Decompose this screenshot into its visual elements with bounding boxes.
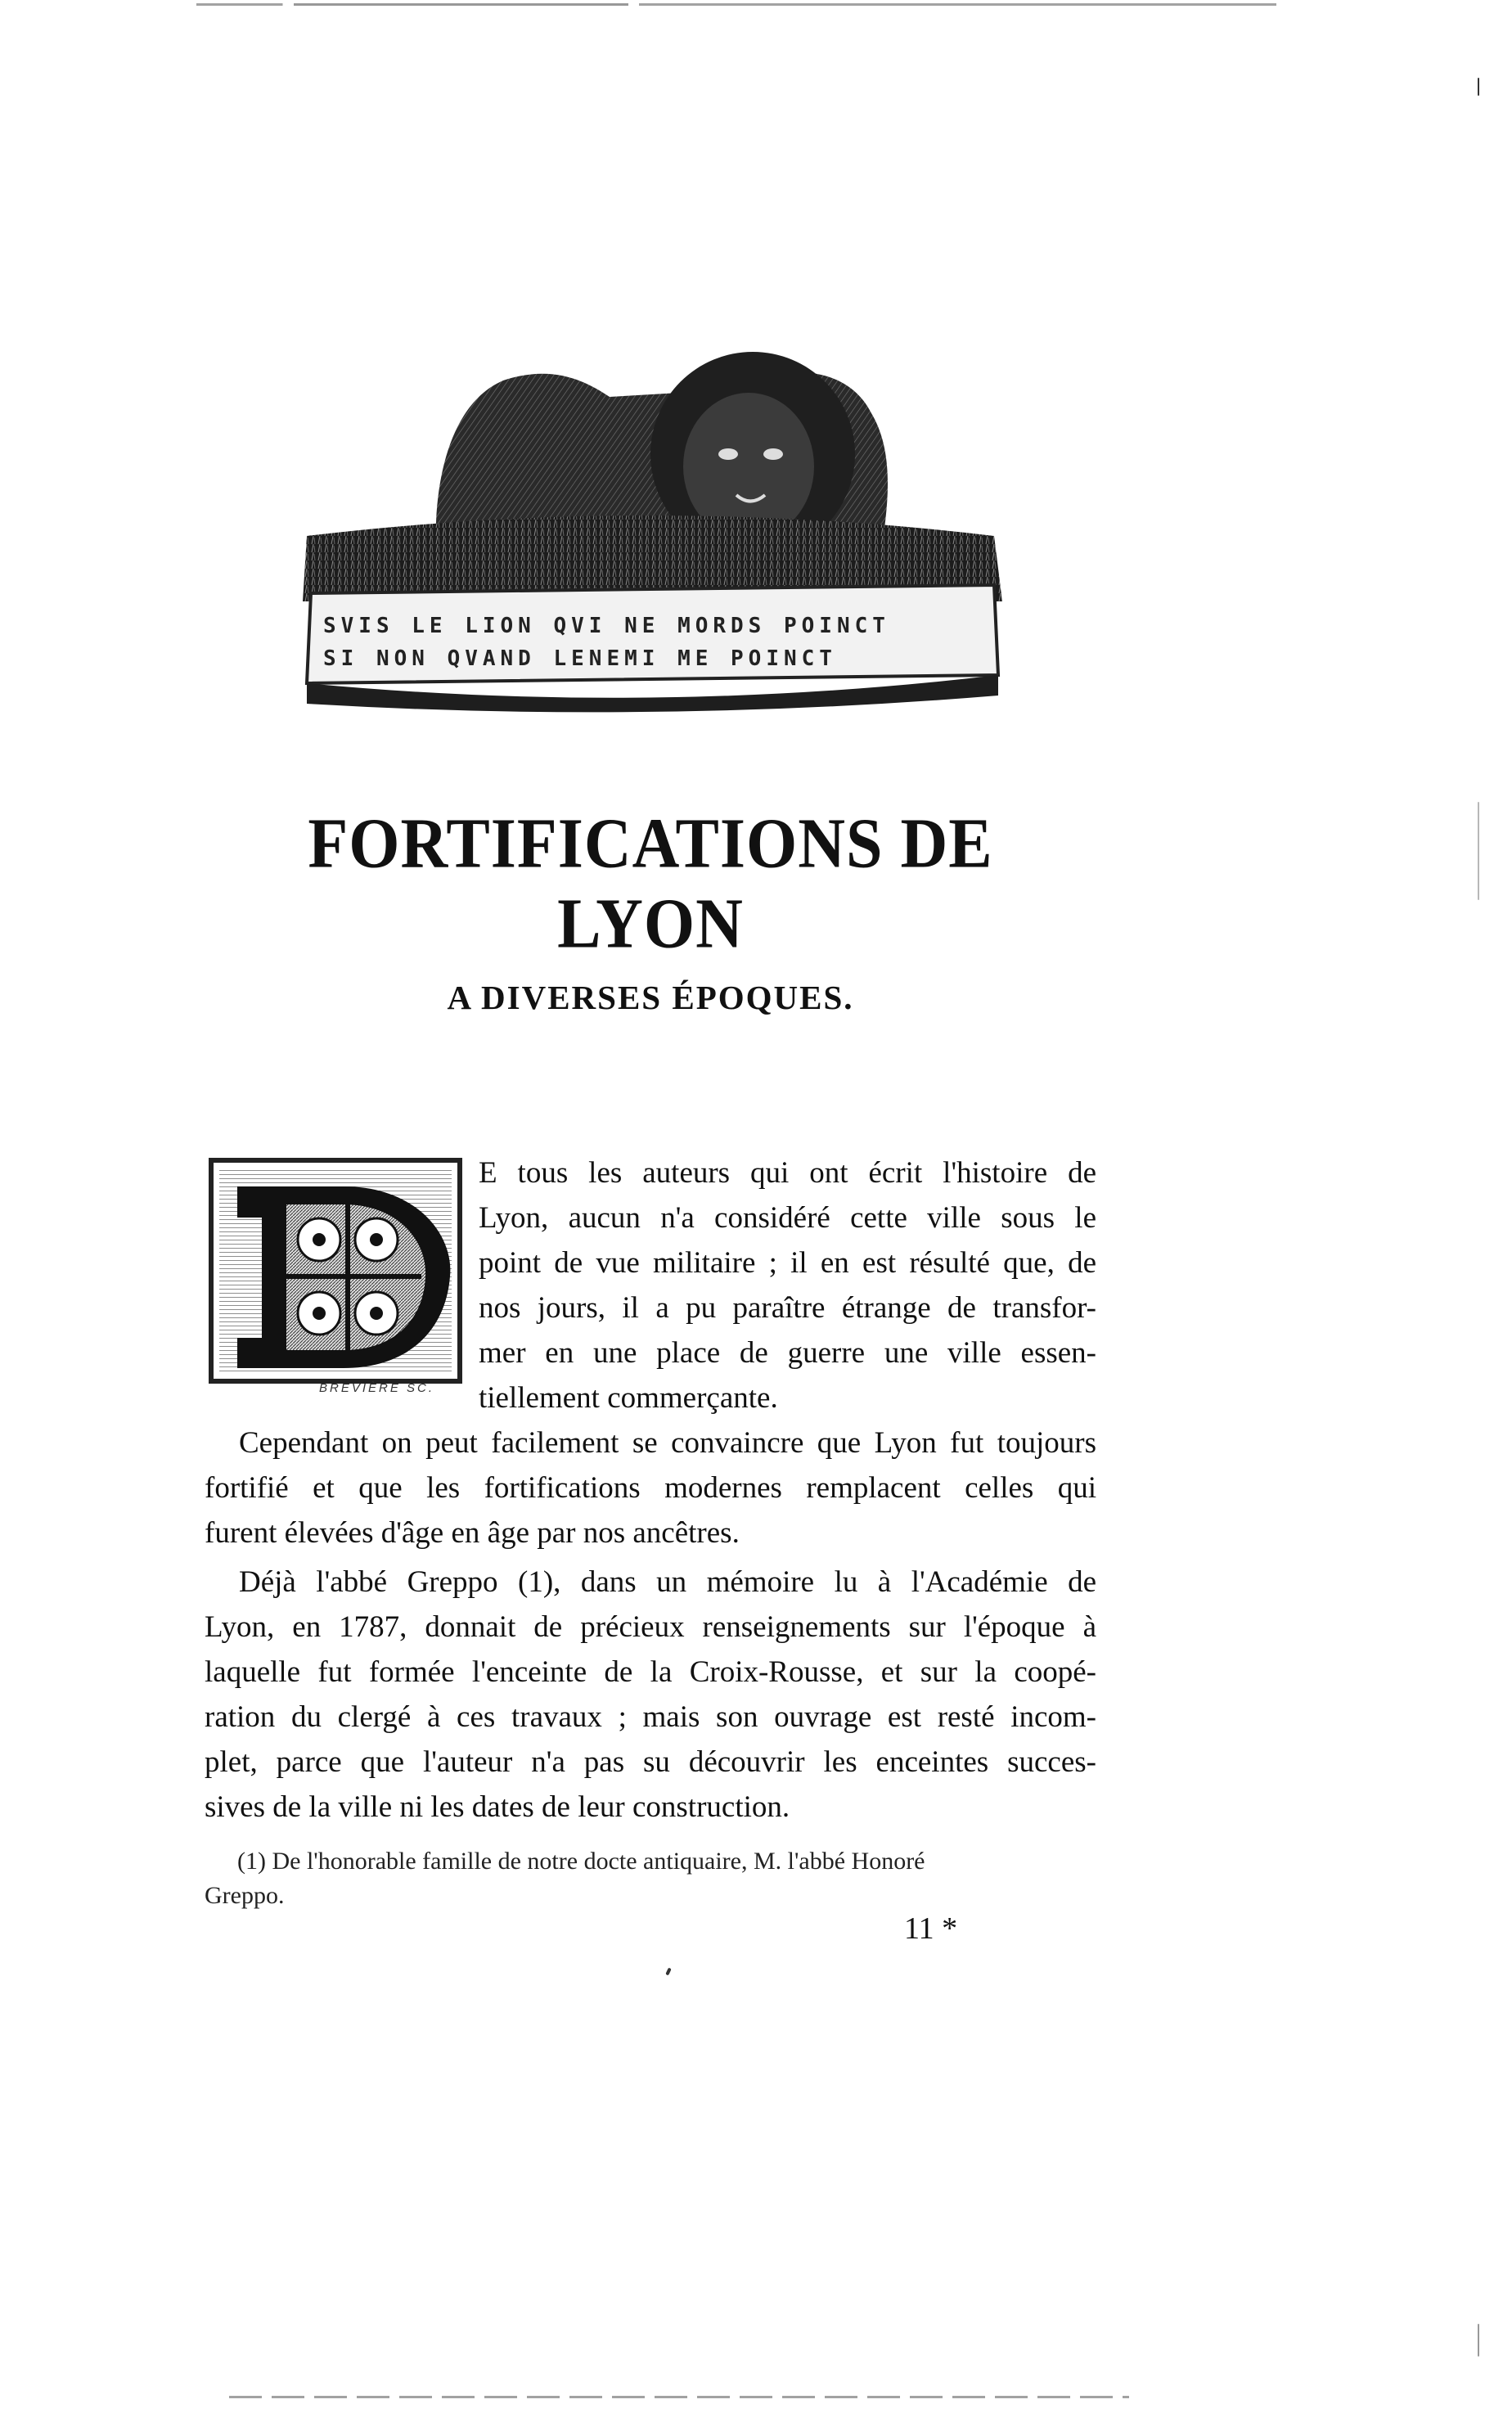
text-line: Lyon, en 1787, donnait de précieux renseignements sur l'époque à [205, 1610, 1096, 1644]
text-line: Cependant on peut facilement se convaincre que Lyon fut toujours [239, 1426, 1096, 1460]
text-line: fortifié et que les fortifications modernes remplacent celles qui [205, 1471, 1096, 1505]
text-line: furent élevées d'âge en âge par nos ancêtres. [205, 1516, 740, 1550]
vignette-motto-line-1: SVIS LE LION QVI NE MORDS POINCT [323, 614, 890, 638]
engraver-credit: BREVIÈRE SC. [319, 1381, 435, 1395]
signature-mark: 11 * [904, 1911, 958, 1946]
lion-vignette-illustration [290, 331, 1010, 716]
vignette-motto-line-2: SI NON QVAND LENEMI ME POINCT [323, 646, 837, 671]
text-line: E tous les auteurs qui ont écrit l'histoire de [479, 1156, 1096, 1190]
footnote: (1) De l'honorable famille de notre docte antiquaire, M. l'abbé Honoré [237, 1848, 925, 1875]
text-line: tiellement commerçante. [479, 1381, 778, 1415]
footnote-continuation: Greppo. [205, 1882, 285, 1909]
ink-speck [1478, 2324, 1479, 2357]
text-line: laquelle fut formée l'enceinte de la Croix-Rousse, et sur la coopé- [205, 1655, 1096, 1689]
text-line: nos jours, il a pu paraître étrange de transfor- [479, 1291, 1096, 1325]
text-line: Lyon, aucun n'a considéré cette ville sous le [479, 1201, 1096, 1235]
page-title: FORTIFICATIONS DE LYON [308, 804, 993, 964]
text-line: mer en une place de guerre une ville essen- [479, 1336, 1096, 1370]
text-line: sives de la ville ni les dates de leur construction. [205, 1790, 790, 1824]
ink-speck [1478, 802, 1479, 900]
ink-speck [665, 1968, 671, 1976]
ornamental-dropcap-d-illustration [205, 1154, 466, 1395]
text-line: Déjà l'abbé Greppo (1), dans un mémoire lu à l'Académie de [239, 1565, 1096, 1599]
text-line: ration du clergé à ces travaux ; mais son ouvrage est resté incom- [205, 1700, 1096, 1734]
text-line: plet, parce que l'auteur n'a pas su découvrir les enceintes succes- [205, 1745, 1096, 1779]
bottom-page-rule [229, 2396, 1129, 2398]
text-line: point de vue militaire ; il en est résulté que, de [479, 1246, 1096, 1280]
top-page-rule [196, 3, 1276, 6]
ink-speck [1478, 78, 1479, 96]
page-subtitle: A DIVERSES ÉPOQUES. [447, 979, 854, 1016]
